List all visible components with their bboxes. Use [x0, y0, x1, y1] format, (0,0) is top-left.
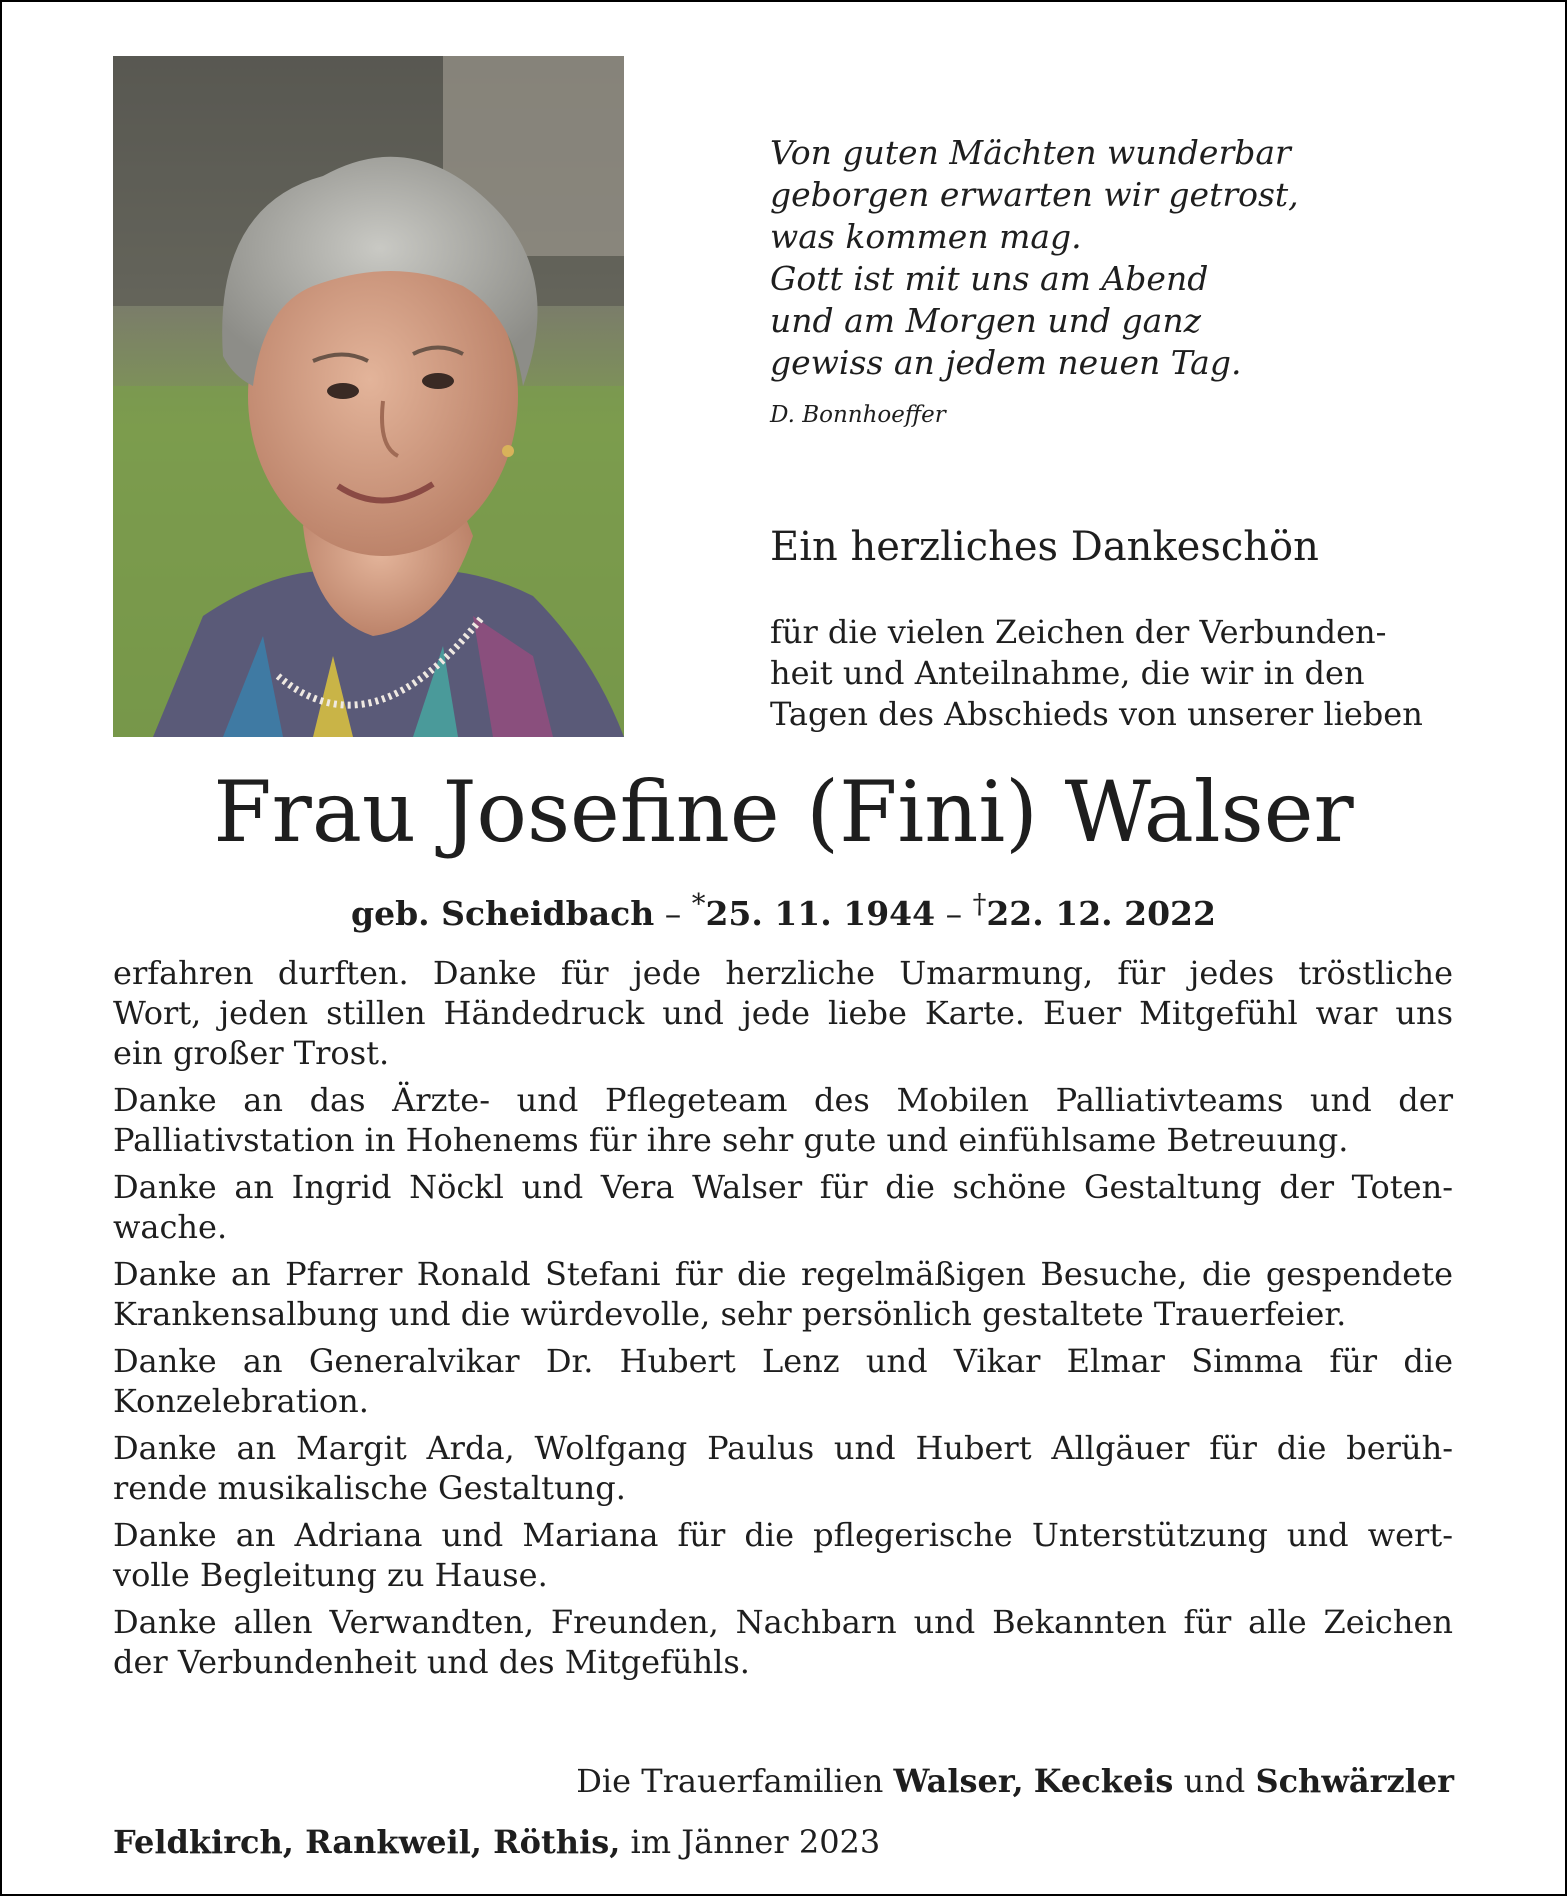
paragraph: [113, 1080, 1453, 1160]
paragraph: [113, 1341, 1453, 1421]
portrait-illustration: [113, 56, 624, 737]
portrait-photo: [113, 56, 624, 737]
body-line: Palliativstation in Hohenems für ihre sehr gute und einfühlsame Betreuung.: [113, 1121, 1349, 1159]
separator: –: [935, 894, 973, 933]
body-line: wache.: [113, 1208, 228, 1246]
separator: –: [654, 894, 692, 933]
quote-author: D. Bonnhoeffer: [770, 402, 946, 428]
mourning-families: [576, 1762, 1454, 1800]
deceased-name: [0, 764, 1567, 860]
paragraph: [113, 1254, 1453, 1334]
body-line: Danke allen Verwandten, Freunden, Nachbarn und Bekannten für alle Zeichen: [113, 1603, 1453, 1641]
paragraph: [113, 1515, 1453, 1595]
family-name: Walser,: [893, 1762, 1024, 1800]
death-date: 22. 12. 2022: [986, 894, 1216, 933]
body-line: ein großer Trost.: [113, 1034, 390, 1072]
body-line: Danke an Ingrid Nöckl und Vera Walser für die schöne Gestaltung der Toten-: [113, 1168, 1453, 1206]
paragraph: [113, 953, 1453, 1073]
intro-line: Tagen des Abschieds von unserer lieben: [770, 695, 1423, 733]
quote-line: gewiss an jedem neuen Tag.: [770, 343, 1242, 382]
deceased-name-text: Frau Josefine (Fini) Walser: [213, 763, 1354, 861]
intro-text: [770, 612, 1453, 735]
paragraph: [113, 1428, 1453, 1508]
body-line: der Verbundenheit und des Mitgefühls.: [113, 1643, 750, 1681]
born-symbol: *: [691, 888, 706, 920]
body-line: Krankensalbung und die würdevolle, sehr persönlich gestaltete Trauerfeier.: [113, 1295, 1347, 1333]
body-line: Danke an das Ärzte- und Pflegeteam des Mobilen Palliativteams und der: [113, 1081, 1453, 1119]
family-name: Keckeis: [1033, 1762, 1174, 1800]
body-line: Danke an Pfarrer Ronald Stefani für die regelmäßigen Besuche, die gespendete: [113, 1255, 1453, 1293]
life-dates: [0, 888, 1567, 933]
body-line: Danke an Margit Arda, Wolfgang Paulus und Hubert Allgäuer für die berüh-: [113, 1429, 1453, 1467]
body-line: volle Begleitung zu Hause.: [113, 1556, 548, 1594]
conjunction: und: [1173, 1762, 1256, 1800]
intro-line: für die vielen Zeichen der Verbunden-: [770, 613, 1387, 651]
date: im Jänner 2023: [620, 1823, 881, 1861]
birth-date: 25. 11. 1944: [705, 894, 936, 933]
thanks-title: Ein herzliches Dankeschön: [770, 524, 1319, 570]
thanks-body: [113, 953, 1453, 1689]
body-line: erfahren durften. Danke für jede herzliche Umarmung, für jedes tröstliche: [113, 954, 1453, 992]
intro-line: heit und Anteilnahme, die wir in den: [770, 654, 1365, 692]
family-name: Schwärzler: [1255, 1762, 1454, 1800]
body-line: Danke an Adriana und Mariana für die pflegerische Unterstützung und wert-: [113, 1516, 1453, 1554]
paragraph: [113, 1602, 1453, 1682]
paragraph: [113, 1167, 1453, 1247]
quote-line: und am Morgen und ganz: [770, 301, 1201, 340]
body-line: rende musikalische Gestaltung.: [113, 1469, 626, 1507]
quote-line: geborgen erwarten wir getrost,: [770, 175, 1299, 214]
quote-line: was kommen mag.: [770, 217, 1082, 256]
families-prefix: Die Trauerfamilien: [576, 1762, 894, 1800]
place-date: [113, 1823, 880, 1861]
places: Feldkirch, Rankweil, Röthis,: [113, 1823, 621, 1861]
died-symbol: †: [972, 888, 987, 920]
body-line: Danke an Generalvikar Dr. Hubert Lenz und Vikar Elmar Simma für die: [113, 1342, 1453, 1380]
quote-line: Gott ist mit uns am Abend: [770, 259, 1209, 298]
quote-line: Von guten Mächten wunderbar: [770, 133, 1291, 172]
body-line: Konzelebration.: [113, 1382, 369, 1420]
quote: [770, 132, 1490, 384]
maiden-name: geb. Scheidbach: [351, 894, 655, 933]
space: [1024, 1762, 1034, 1800]
body-line: Wort, jeden stillen Händedruck und jede liebe Karte. Euer Mitgefühl war uns: [113, 994, 1453, 1032]
